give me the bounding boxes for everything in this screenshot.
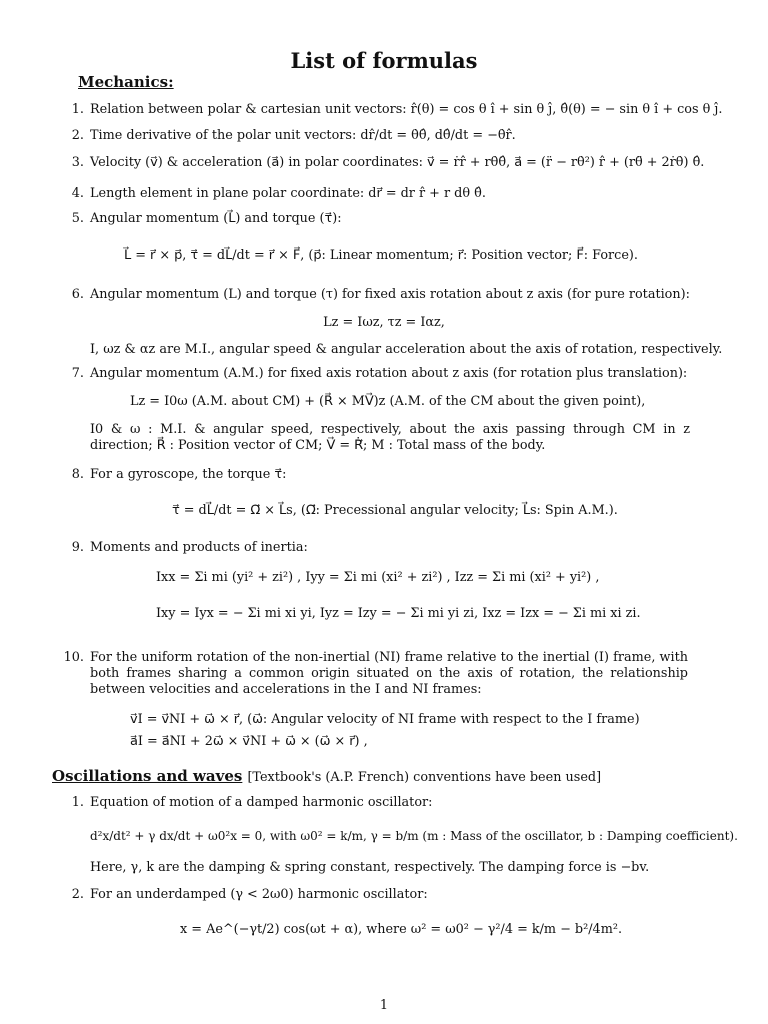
item-number: 6. xyxy=(71,287,84,302)
equation-ni-frame-acceleration: a⃗I = a⃗NI + 2ω⃗ × v⃗NI + ω⃗ × (ω⃗ × r⃗) , xyxy=(130,734,368,749)
list-item-mech-1 xyxy=(62,102,722,118)
item-number: 8. xyxy=(71,467,84,482)
equation-moments-of-inertia: Ixx = Σi mi (yi² + zi²) , Iyy = Σi mi (xi² + zi²) , Izz = Σi mi (xi² + yi²) , xyxy=(156,570,600,585)
list-item-mech-2 xyxy=(62,128,516,144)
equation-angular-momentum-torque: L⃗ = r⃗ × p⃗, τ⃗ = dL⃗/dt = r⃗ × F⃗, (p⃗: Linear momentum; r⃗: Position vector; F⃗: Force). xyxy=(124,248,638,263)
list-item-osc-1 xyxy=(62,795,432,811)
equation-damped-oscillator: d²x/dt² + γ dx/dt + ω0²x = 0, with ω0² = k/m, γ = b/m (m : Mass of the oscillator, b : Damping coefficient). xyxy=(90,829,738,843)
item-text: Angular momentum (A.M.) for fixed axis rotation about z axis (for rotation plus translation): xyxy=(90,366,688,381)
equation-ni-frame-velocity: v⃗I = v⃗NI + ω⃗ × r⃗, (ω⃗: Angular velocity of NI frame with respect to the I frame) xyxy=(130,712,640,727)
list-item-mech-7 xyxy=(62,366,687,382)
list-item-mech-8 xyxy=(62,467,286,483)
list-item-osc-2 xyxy=(62,887,428,903)
page-title: List of formulas xyxy=(290,48,478,73)
item-number: 9. xyxy=(71,540,84,555)
item-number: 3. xyxy=(71,155,84,170)
list-item-mech-10 xyxy=(62,650,688,698)
item-number: 4. xyxy=(71,186,84,201)
item-text: Velocity (v⃗) & acceleration (a⃗) in polar coordinates: v⃗ = ṙr̂ + rθ̇θ̂, a⃗ = (r̈ − rθ̇²) r̂ + (rθ̈ + 2ṙθ̇) θ̂. xyxy=(90,155,705,170)
item-text: Length element in plane polar coordinate: dr⃗ = dr r̂ + r dθ θ̂. xyxy=(90,186,486,201)
item-text: Time derivative of the polar unit vectors: dr̂/dt = θ̇θ̂, dθ̂/dt = −θ̇r̂. xyxy=(90,128,516,143)
equation-underdamped-oscillator: x = Ae^(−γt/2) cos(ωt + α), where ω² = ω0² − γ²/4 = k/m − b²/4m². xyxy=(180,922,623,937)
item-text: Equation of motion of a damped harmonic oscillator: xyxy=(90,795,433,810)
note-rotation-translation: I0 & ω : M.I. & angular speed, respectively, about the axis passing through CM in z direction; R⃗ : Position vector of CM; V⃗ = Ṙ⃗; M : Total mass of the body. xyxy=(90,422,690,453)
equation-rotation-translation: Lz = I0ω (A.M. about CM) + (R⃗ × MV⃗)z (A.M. of the CM about the given point), xyxy=(130,394,646,409)
equation-products-of-inertia: Ixy = Iyx = − Σi mi xi yi, Iyz = Izy = − Σi mi yi zi, Ixz = Izx = − Σi mi xi zi. xyxy=(156,606,641,621)
section-title: Oscillations and waves xyxy=(52,767,243,785)
item-text: Angular momentum (L) and torque (τ) for fixed axis rotation about z axis (for pure rotation): xyxy=(90,287,690,302)
section-heading-oscillations xyxy=(52,766,601,786)
list-item-mech-9 xyxy=(62,540,308,556)
item-number: 7. xyxy=(71,366,84,381)
item-number: 1. xyxy=(71,102,84,117)
list-item-mech-6 xyxy=(62,287,690,303)
section-heading-mechanics: Mechanics: xyxy=(78,73,174,91)
item-text: For the uniform rotation of the non-inertial (NI) frame relative to the inertial (I) frame, with both frames sharing a common origin situated on the axis of rotation, the relationship between velocities and accelerations in the I and NI frames: xyxy=(90,650,688,697)
item-text: Moments and products of inertia: xyxy=(90,540,308,555)
list-item-mech-4 xyxy=(62,186,486,202)
list-item-mech-3 xyxy=(62,155,704,171)
list-item-mech-5 xyxy=(62,211,342,227)
item-number: 2. xyxy=(71,887,84,902)
note-fixed-axis-rotation: I, ωz & αz are M.I., angular speed & angular acceleration about the axis of rotation, respectively. xyxy=(90,342,723,357)
item-text: Relation between polar & cartesian unit vectors: r̂(θ) = cos θ î + sin θ ĵ, θ̂(θ) = − sin θ î + cos θ ĵ. xyxy=(90,102,723,117)
equation-fixed-axis-rotation: Lz = Iωz, τz = Iαz, xyxy=(323,315,445,330)
item-number: 5. xyxy=(71,211,84,226)
item-number: 1. xyxy=(71,795,84,810)
item-text: Angular momentum (L⃗) and torque (τ⃗): xyxy=(90,211,342,226)
note-damped-oscillator: Here, γ, k are the damping & spring constant, respectively. The damping force is −bv. xyxy=(90,860,650,875)
item-number: 10. xyxy=(63,650,84,665)
item-number: 2. xyxy=(71,128,84,143)
page-number: 1 xyxy=(379,998,389,1013)
equation-gyroscope-torque: τ⃗ = dL⃗/dt = Ω⃗ × L⃗s, (Ω⃗: Precessional angular velocity; L⃗s: Spin A.M.). xyxy=(172,503,618,518)
item-text: For a gyroscope, the torque τ⃗: xyxy=(90,467,287,482)
item-text: For an underdamped (γ < 2ω0) harmonic oscillator: xyxy=(90,887,428,902)
section-note: [Textbook's (A.P. French) conventions have been used] xyxy=(247,770,602,785)
